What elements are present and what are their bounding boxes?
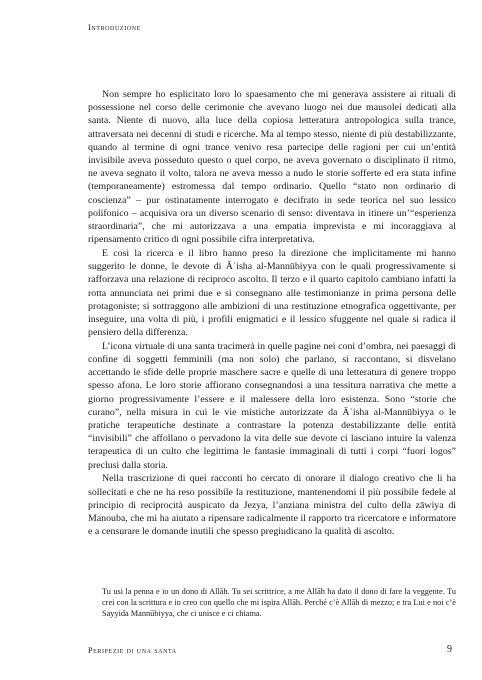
running-head: Introduzione xyxy=(88,23,141,32)
paragraph: Non sempre ho esplicitato loro lo spaesamento che mi generava assistere ai rituali di possessione nel corso delle cerimonie che avevano luogo nei due mausolei dedicati alla santa. Niente di nuovo, alla luce della copiosa letteratura antropologica sulla trance, attraversata nei decenni di studi e ricerche. Ma al tempo stesso, niente di più destabilizzante, quando al termine di ogni trance venivo resa partecipe delle ragioni per cui un’entità invisibile aveva posseduto questo o quel corpo, ne aveva governato o disciplinato il ritmo, ne aveva segnato il volto, talora ne aveva messo a nudo le storie sofferte ed era stata infine (temporaneamente) estromessa dal tempo ordinario. Quello “stato non ordinario di coscienza” – pur ostinatamente interrogato e decifrato in sede teorica nel suo lessico polifonico – acquisiva ora un diverso scenario di senso: diventava in itinere un’“esperienza straordinaria”, che mi autorizzava a una empatia imprevista e mi incoraggiava al ripensamento critico di ogni possibile cifra interpretativa. xyxy=(88,89,456,246)
paragraph: E così la ricerca e il libro hanno preso la direzione che implicitamente mi hanno suggerito le donne, le devote di Āʿisha al-Mannūbiyya con le quali progressivamente si rafforzava una relazione di reciproco ascolto. Il terzo e il quarto capitolo cambiano infatti la rotta annunciata nei primi due e si consegnano alle testimonianze in prima persona delle protagoniste; si sottraggono alle ambizioni di una restituzione etnografica oggettivante, per inseguire, una volta di più, i profili enigmatici e il lessico sfuggente nel quale si radica il pensiero della differenza. xyxy=(88,247,456,339)
body-text xyxy=(88,88,456,538)
epigraph-quote xyxy=(102,586,456,620)
paragraph: Nella trascrizione di quei racconti ho cercato di onorare il dialogo creativo che li ha sollecitati e che ne ha reso possibile la restituzione, mantenendomi il più possibile fedele al principio di reciprocità auspicato da Jezya, l’anziana ministra del culto della zāwiya di Manouba, che mi ha aiutato a ripensare radicalmente il rapporto tra ricercatore e informatore e a censurare le domande inutili che spesso pregiudicano la qualità di ascolto. xyxy=(88,473,456,538)
page-number: 9 xyxy=(447,644,452,655)
paragraph: L’icona virtuale di una santa tracimerà in quelle pagine nei coni d’ombra, nei paesaggi di confine di soggetti femminili (ma non solo) che parlano, si raccontano, si disvelano accettando le sfide delle proprie maschere sacre e quelle di una letteratura di genere troppo spesso afona. Le loro storie affiorano consegnandosi a una tessitura narrativa che mette a giorno progressivamente l’essere e il malessere della loro esistenza. Sono “storie che curano”, nella misura in cui le vie mistiche autorizzate da Āʿisha al-Mannūbiyya o le pratiche terapeutiche destinate a contrastare la potenza destabilizzante delle entità “invisibili” che affollano o pervadono la vita delle sue devote ci lasciano intuire la valenza terapeutica di un culto che legittima le fantasie immaginali di tutti i corpi “fuori logos” preclusi dalla storia. xyxy=(88,340,456,471)
running-foot: Peripezie di una santa xyxy=(88,646,177,655)
quote-text: Tu usi la penna e io un dono di Allāh. Tu sei scrittrice, a me Allāh ha dato il dono di fare la veggente. Tu crei con la scrittura e io creo con quello che mi ispira Allāh. Perché c’è Allāh di mezzo; e tra Lui e noi c’è Sayyida Mannūbiyya, che ci unisce e ci chiama. xyxy=(102,587,456,619)
